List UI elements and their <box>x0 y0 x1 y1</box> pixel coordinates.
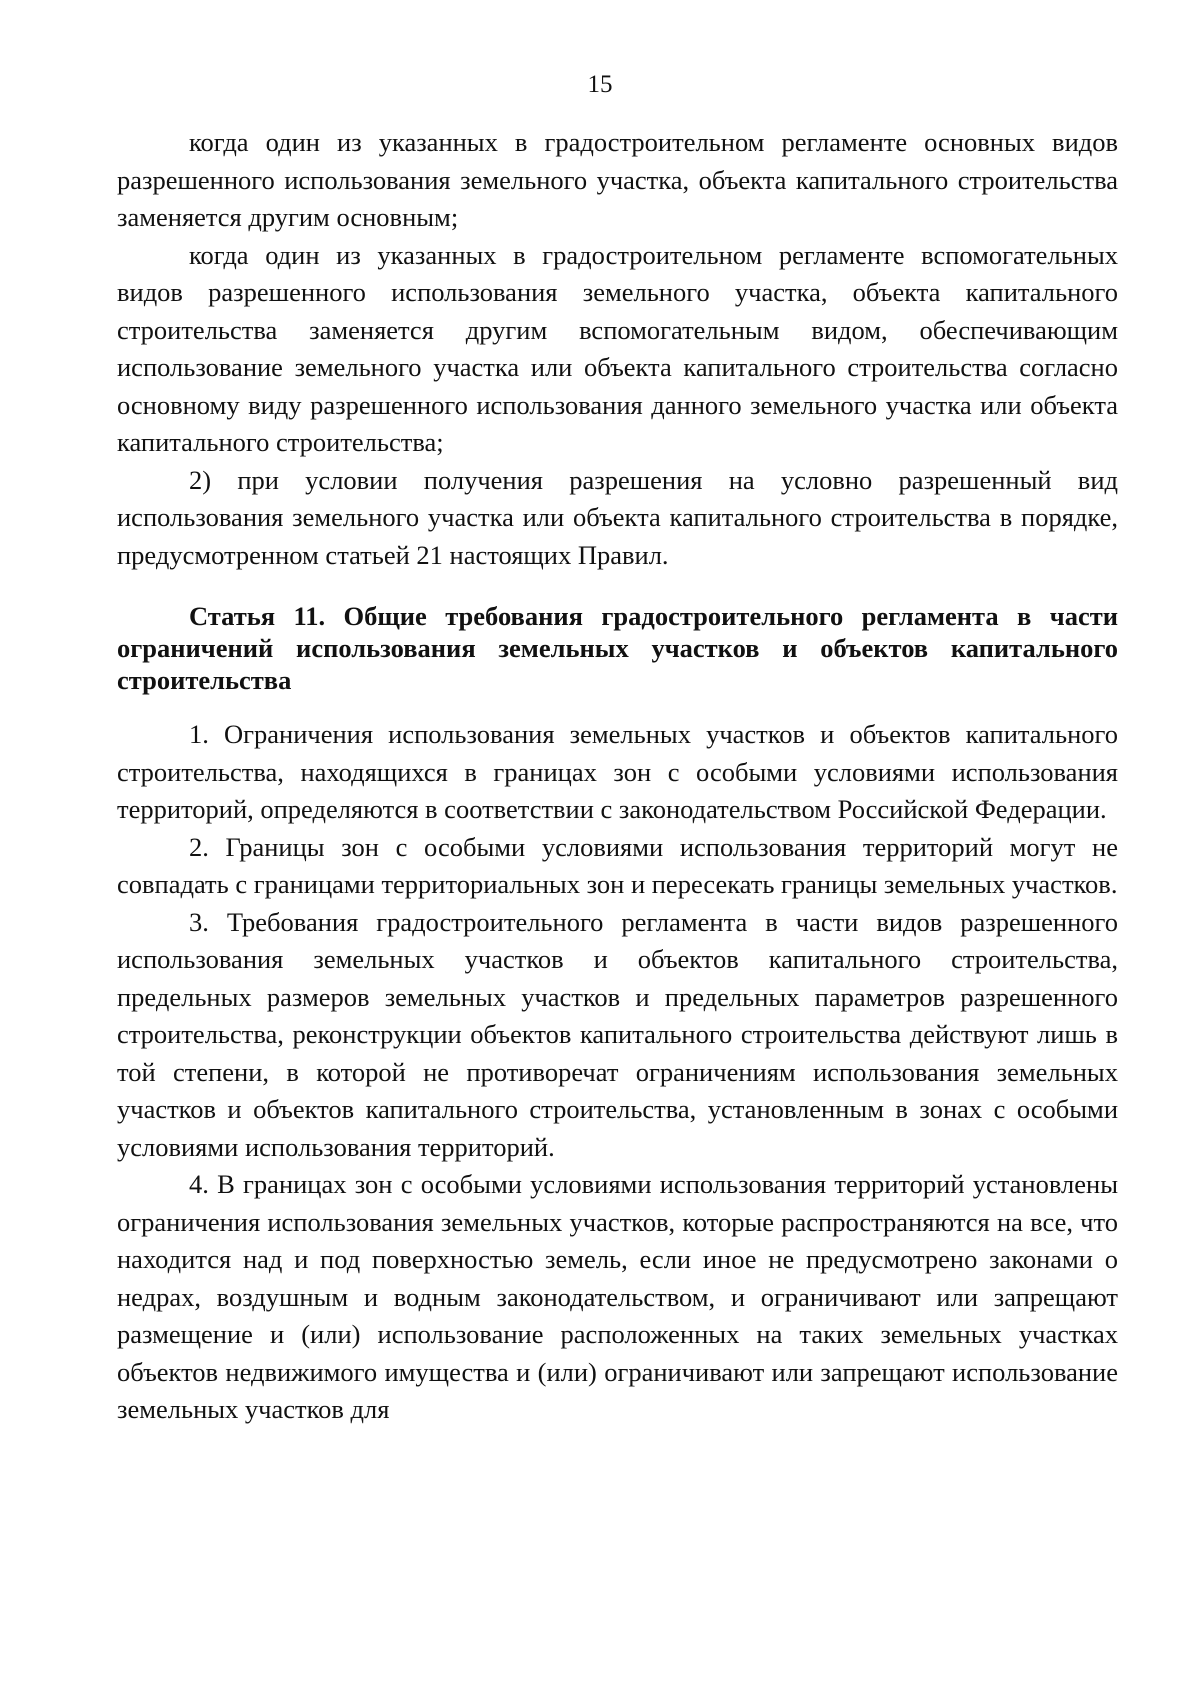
paragraph: 3. Требования градостроительного регламента в части видов разрешенного использования земельных участков и объектов капитального строительства, предельных размеров земельных участков и предельных параметров разрешенного строительства, реконструкции объектов капитального строительства действуют лишь в той степени, в которой не противоречат ограничениям использования земельных участков и объектов капитального строительства, установленным в зонах с особыми условиями использования территорий. <box>117 906 1118 1162</box>
paragraph: когда один из указанных в градостроительном регламенте основных видов разрешенного использования земельного участка, объекта капитального строительства заменяется другим основным; <box>117 127 1118 232</box>
spacer <box>117 574 1118 600</box>
article-heading: Статья 11. Общие требования градостроительного регламента в части ограничений использования земельных участков и объектов капитального строительства <box>117 601 1118 695</box>
paragraph: 4. В границах зон с особыми условиями использования территорий установлены ограничения использования земельных участков, которые распространяются на все, что находится над и под поверхностью земель, если иное не предусмотрено законами о недрах, воздушным и водным законодательством, и ограничивают или запрещают размещение и (или) использование расположенных на таких земельных участках объектов недвижимого имущества и (или) ограничивают или запрещают использование земельных участков для <box>117 1169 1118 1424</box>
page-number: 15 <box>587 71 613 98</box>
paragraph: 2) при условии получения разрешения на условно разрешенный вид использования земельного участка или объекта капитального строительства в порядке, предусмотренном статьей 21 настоящих Правил. <box>117 464 1118 570</box>
paragraph: когда один из указанных в градостроительном регламенте вспомогательных видов разрешенного использования земельного участка, объекта капитального строительства заменяется другим вспомогательным видом, обеспечивающим использование земельного участка или объекта капитального строительства согласно основному виду разрешенного использования данного земельного участка или объекта капитального строительства; <box>117 239 1118 457</box>
page-content <box>117 124 1118 1429</box>
paragraph: 1. Ограничения использования земельных участков и объектов капитального строительства, находящихся в границах зон с особыми условиями использования территорий, определяются в соответствии с законодательством Российской Федерации. <box>117 719 1118 824</box>
paragraph: 2. Границы зон с особыми условиями использования территорий могут не совпадать с границами территориальных зон и пересекать границы земельных участков. <box>117 831 1118 899</box>
spacer <box>117 696 1118 716</box>
